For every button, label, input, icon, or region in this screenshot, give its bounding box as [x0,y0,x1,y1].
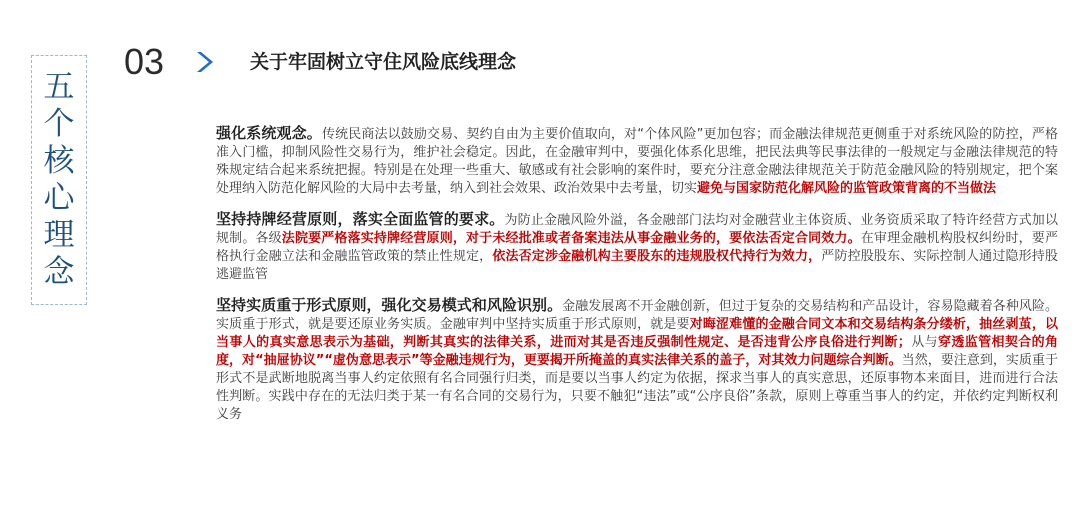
page-title: 关于牢固树立守住风险底线理念 [250,51,517,73]
paragraph-lead: 坚持实质重于形式原则，强化交易模式和风险识别。 [216,296,563,314]
paragraph-text: 为防止金融风险外溢，各金融部门法均对金融营业主体资质、业务资质采取了特许经营方式加以规制。各级 [216,213,1058,246]
paragraph-lead: 强化系统观念。 [216,124,322,142]
content-body [216,124,1058,424]
paragraph-text: 金融发展离不开金融创新，但过于复杂的交易结构和产品设计，容易隐藏着各种风险。实质重于形式，就是要还原业务实质。金融审判中坚持实质重于形式原则，就是要 [216,299,1058,332]
paragraph-highlight: 依法否定涉金融机构主要股东的违规股权代持行为效力， [492,249,822,264]
sidebar-char: 核 [43,143,75,179]
paragraph-highlight: 避免与国家防范化解风险的监管政策背离的不当做法 [697,181,997,196]
paragraph-highlight: 对晦涩难懂的金融合同文本和交易结构条分缕析，抽丝剥茧，以当事人的真实意思表示为基础，判断其真实的法律关系，进而对其是否违反强制性规定、是否违背公序良俗进行判断； [216,317,1058,350]
paragraph-highlight: 穿透监管相契合的角度，对“抽屉协议”“虚伪意思表示”等金融违规行为，更要揭开所掩盖的真实法律关系的盖子，对其效力问题综合判断。 [216,335,1058,368]
sidebar-vertical-title [31,55,87,305]
paragraph-text: 当然，要注意到，实质重于形式不是武断地脱离当事人约定依照有名合同强行归类，而是要以当事人约定为依据，探求当事人的真实意思，还原事物本来面目，进而进行合法性判断。实践中存在的无法归类于某一有名合同的交易行为，只要不触犯“违法”或“公序良俗”条款，原则上尊重当事人的约定，并依约定判断权利义务 [216,353,1058,422]
sidebar-char: 理 [43,217,75,253]
paragraph-highlight: 法院要严格落实持牌经营原则，对于未经批准或者备案违法从事金融业务的，要依法否定合同效力。 [281,231,861,246]
chevron-right-icon [192,50,216,74]
paragraph-text: 严防控股股东、实际控制人通过隐形持股逃避监管 [216,249,1058,282]
paragraph-text: 传统民商法以鼓励交易、契约自由为主要价值取向，对“个体风险”更加包容；而金融法律规范更侧重于对系统风险的防控，严格准入门槛，抑制风险性交易行为，维护社会稳定。因此，在金融审判中，要强化体系化思维，把民法典等民事法律的一般规定与金融法律规范的特殊规定结合起来系统把握。特别是在处理一些重大、敏感或有社会影响的案件时，要充分注意金融法律规范关于防范金融风险的特别规定，把个案处理纳入防范化解风险的大局中去考量，纳入到社会效果、政治效果中去考量，切实 [216,127,1058,196]
section-number: 03 [124,41,165,82]
paragraph-system-concept [216,124,1058,198]
paragraph-substance-over-form [216,296,1058,424]
paragraph-text: 从与 [910,335,939,350]
paragraph-text: 在审理金融机构股权纠纷时，要严格执行金融立法和金融监管政策的禁止性规定， [216,231,1058,264]
paragraph-lead: 坚持持牌经营原则，落实全面监管的要求。 [216,210,505,228]
sidebar-char: 个 [43,106,75,142]
paragraph-licensed-operation [216,210,1058,284]
sidebar-char: 五 [43,69,75,105]
sidebar-char: 心 [43,180,75,216]
sidebar-char: 念 [43,254,75,290]
